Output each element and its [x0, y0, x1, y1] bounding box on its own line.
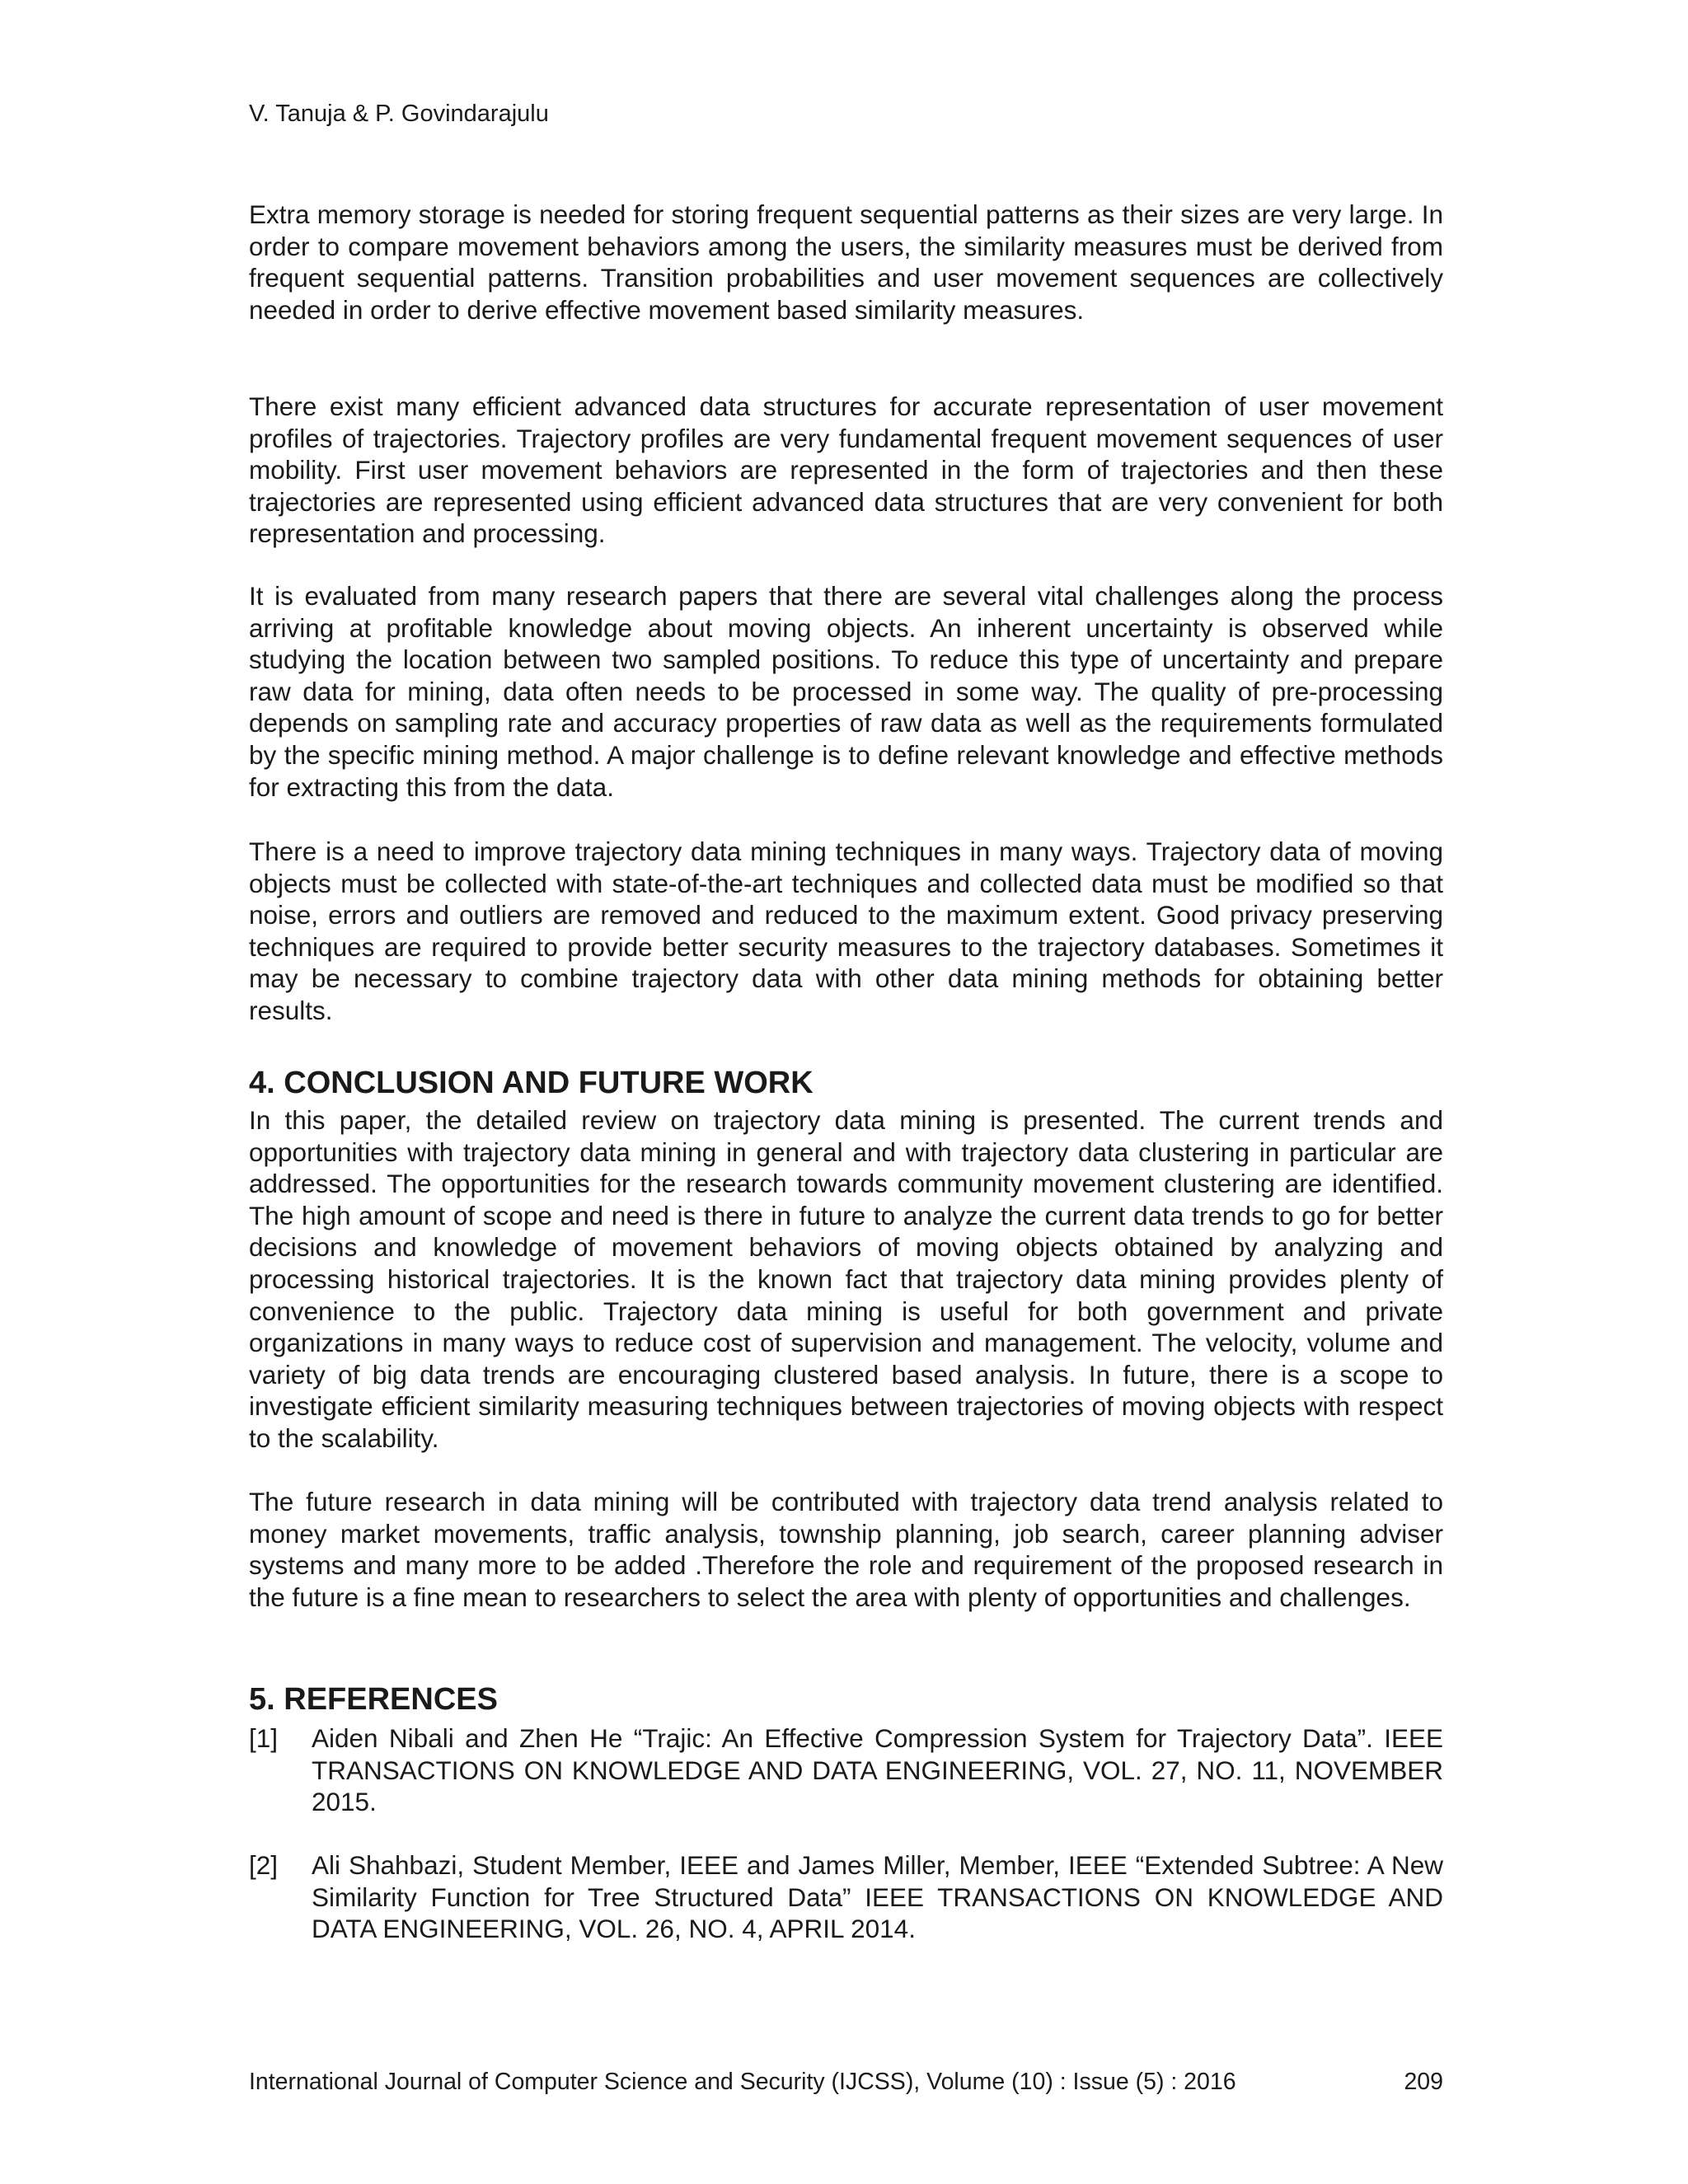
- reference-item: [249, 1722, 1443, 1818]
- running-head-authors: V. Tanuja & P. Govindarajulu: [249, 101, 549, 127]
- section-heading-references: 5. REFERENCES: [249, 1682, 498, 1717]
- conclusion-paragraph: In this paper, the detailed review on trajectory data mining is presented. The current trends and opportunities with trajectory data mining in general and with trajectory data clustering in particular are addressed. The opportunities for the research towards community movement clustering are identified. The high amount of scope and need is there in future to analyze the current data trends to go for better decisions and knowledge of movement behaviors of moving objects obtained by analyzing and processing historical trajectories. It is the known fact that trajectory data mining provides plenty of convenience to the public. Trajectory data mining is useful for both government and private organizations in many ways to reduce cost of supervision and management. The velocity, volume and variety of big data trends are encouraging clustered based analysis. In future, there is a scope to investigate efficient similarity measuring techniques between trajectories of moving objects with respect to the scalability.: [249, 1105, 1443, 1453]
- reference-item: [249, 1849, 1443, 1945]
- body-paragraph: Extra memory storage is needed for storing frequent sequential patterns as their sizes are very large. In order to compare movement behaviors among the users, the similarity measures must be derived from frequent sequential patterns. Transition probabilities and user movement sequences are collectively needed in order to derive effective movement based similarity measures.: [249, 199, 1443, 325]
- reference-text: Ali Shahbazi, Student Member, IEEE and James Miller, Member, IEEE “Extended Subtree: A New Similarity Function for Tree Structured Data” IEEE TRANSACTIONS ON KNOWLEDGE AND DATA ENGINEERING, VOL. 26, NO. 4, APRIL 2014.: [312, 1850, 1443, 1944]
- reference-text: Aiden Nibali and Zhen He “Trajic: An Effective Compression System for Trajectory Data”. IEEE TRANSACTIONS ON KNOWLEDGE AND DATA ENGINEERING, VOL. 27, NO. 11, NOVEMBER 2015.: [312, 1723, 1443, 1817]
- reference-number: [2]: [249, 1850, 279, 1880]
- conclusion-paragraph: The future research in data mining will be contributed with trajectory data trend analysis related to money market movements, traffic analysis, township planning, job search, career planning adviser systems and many more to be added .Therefore the role and requirement of the proposed research in the future is a fine mean to researchers to select the area with plenty of opportunities and challenges.: [249, 1487, 1443, 1612]
- body-paragraph: It is evaluated from many research papers that there are several vital challenges along the process arriving at profitable knowledge about moving objects. An inherent uncertainty is observed while studying the location between two sampled positions. To reduce this type of uncertainty and prepare raw data for mining, data often needs to be processed in some way. The quality of pre-processing depends on sampling rate and accuracy properties of raw data as well as the requirements formulated by the specific mining method. A major challenge is to define relevant knowledge and effective methods for extracting this from the data.: [249, 581, 1443, 802]
- footer-page-number: 209: [1404, 2069, 1443, 2095]
- reference-number: [1]: [249, 1723, 279, 1753]
- section-heading-conclusion: 4. CONCLUSION AND FUTURE WORK: [249, 1066, 814, 1100]
- footer-journal-citation: International Journal of Computer Science and Security (IJCSS), Volume (10) : Issue (5) : 2016: [249, 2069, 1236, 2095]
- body-paragraph: There is a need to improve trajectory data mining techniques in many ways. Trajectory data of moving objects must be collected with state-of-the-art techniques and collected data must be modified so that noise, errors and outliers are removed and reduced to the maximum extent. Good privacy preserving techniques are required to provide better security measures to the trajectory databases. Sometimes it may be necessary to combine trajectory data with other data mining methods for obtaining better results.: [249, 837, 1443, 1025]
- body-paragraph: There exist many efficient advanced data structures for accurate representation of user movement profiles of trajectories. Trajectory profiles are very fundamental frequent movement sequences of user mobility. First user movement behaviors are represented in the form of trajectories and then these trajectories are represented using efficient advanced data structures that are very convenient for both representation and processing.: [249, 391, 1443, 549]
